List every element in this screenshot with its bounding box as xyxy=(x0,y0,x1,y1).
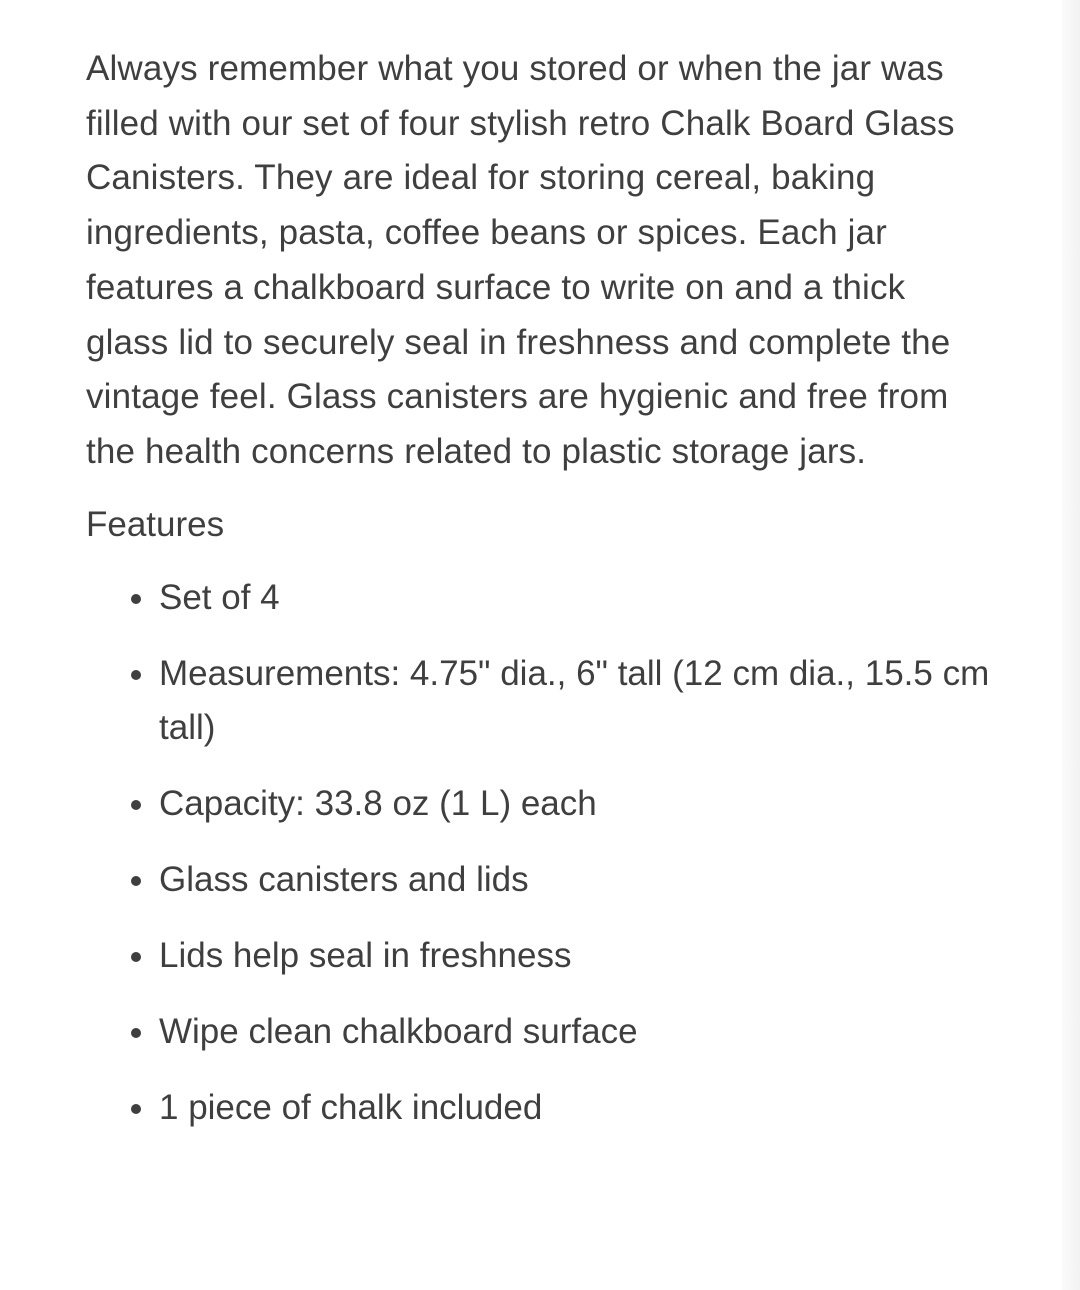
scrollbar-gutter xyxy=(1062,0,1080,1290)
feature-item-lids: Lids help seal in freshness xyxy=(159,929,991,983)
feature-item-material: Glass canisters and lids xyxy=(159,853,991,907)
feature-item-measurements: Measurements: 4.75" dia., 6" tall (12 cm dia., 15.5 cm tall) xyxy=(159,647,991,755)
features-heading: Features xyxy=(86,504,225,544)
product-details xyxy=(86,42,991,1135)
features-list xyxy=(86,571,991,1135)
product-description: Always remember what you stored or when the jar was filled with our set of four stylish retro Chalk Board Glass Canisters. They are ideal for storing cereal, baking ingredients, pasta, coffee beans or spices. Each jar features a chalkboard surface to write on and a thick glass lid to securely seal in freshness and complete the vintage feel. Glass canisters are hygienic and free from the health concerns related to plastic storage jars. xyxy=(86,49,955,471)
feature-item-capacity: Capacity: 33.8 oz (1 L) each xyxy=(159,777,991,831)
feature-item-set-count: Set of 4 xyxy=(159,571,991,625)
feature-item-chalk: 1 piece of chalk included xyxy=(159,1081,991,1135)
feature-item-chalkboard: Wipe clean chalkboard surface xyxy=(159,1005,991,1059)
